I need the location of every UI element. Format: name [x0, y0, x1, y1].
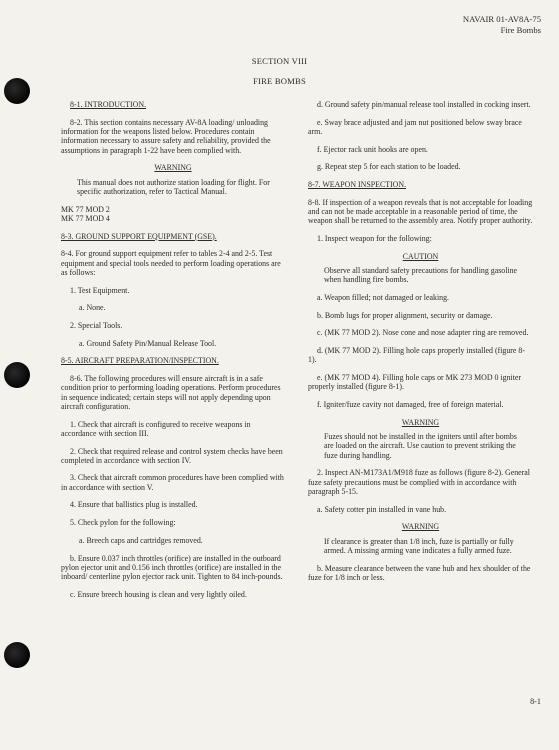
warning-text-2: Fuzes should not be installed in the igniters until after bombs are loaded on the aircraft. Use caution to prevent striking the fuze during handling.	[324, 432, 517, 460]
paragraph-8-4: 8-4. For ground support equipment refer to tables 2-4 and 2-5. Test equipment and special tools needed to perform loading operations are as follows:	[61, 249, 281, 277]
heading-weapon-inspection: 8-7. WEAPON INSPECTION.	[308, 180, 407, 190]
inspect-step-1f: f. Igniter/fuze cavity not damaged, free of foreign material.	[317, 400, 504, 410]
heading-gse: 8-3. GROUND SUPPORT EQUIPMENT (GSE).	[61, 231, 217, 241]
paragraph-8-8: 8-8. If inspection of a weapon reveals that is not acceptable for loading and can not be made acceptable in a reasonable period of time, the weapon shall be returned to the assembly area. Notify proper authority.	[308, 197, 533, 226]
page-header	[463, 14, 541, 35]
inspect-step-2b: b. Measure clearance between the vane hub and hex shoulder of the fuze for 1/8 inch or less.	[308, 563, 531, 582]
paragraph-8-6: 8-6. The following procedures will ensure aircraft is in a safe condition prior to performing loading operations. Perform procedures in sequence indicated; certain steps will not apply depending upon aircraft configuration.	[61, 373, 281, 411]
step-5b: b. Ensure 0.037 inch throttles (orifice) are installed in the outboard pylon ejector unit and 0.156 inch throttles (orifice) are installed in the inboard/ centerline pylon ejector rack unit. Tighten to 84 inch-pounds.	[61, 553, 283, 582]
inspect-step-1a: a. Weapon filled; not damaged or leaking.	[317, 292, 450, 302]
step-1: 1. Check that aircraft is configured to receive weapons in accordance with section III.	[61, 419, 251, 438]
heading-introduction: 8-1. INTRODUCTION.	[70, 100, 147, 109]
warning-title-3: WARNING	[401, 522, 440, 532]
weapon-mk77-mod2: MK 77 MOD 2	[61, 204, 110, 214]
inspect-step-1d: d. (MK 77 MOD 2). Filling hole caps properly installed (figure 8-1).	[308, 346, 525, 365]
heading-aircraft-prep: 8-5. AIRCRAFT PREPARATION/INSPECTION.	[61, 356, 219, 366]
step-4: 4. Ensure that ballistics plug is installed.	[70, 500, 198, 510]
warning-text-1: This manual does not authorize station loading for flight. For specific authorization, refer to Tactical Manual.	[77, 177, 270, 196]
step-5: 5. Check pylon for the following:	[70, 518, 176, 528]
left-column	[61, 100, 285, 608]
doc-number: NAVAIR 01-AV8A-75	[462, 14, 541, 24]
step-5e: e. Sway brace adjusted and jam nut positioned below sway brace arm.	[308, 117, 522, 136]
inspect-step-1b: b. Bomb lugs for proper alignment, security or damage.	[317, 310, 493, 320]
step-5d: d. Ground safety pin/manual release tool installed in cocking insert.	[317, 100, 531, 109]
step-5a: a. Breech caps and cartridges removed.	[79, 535, 203, 545]
section-title: FIRE BOMBS	[253, 76, 306, 86]
step-2: 2. Check that required release and control system checks have been completed in accordance with section IV.	[61, 446, 283, 465]
section-number: SECTION VIII	[251, 56, 308, 66]
step-5g: g. Repeat step 5 for each station to be loaded.	[317, 162, 461, 172]
step-3: 3. Check that aircraft common procedures have been complied with in accordance with section V.	[61, 473, 284, 492]
caution-text: Observe all standard safety precautions for handling gasoline when handling fire bombs.	[324, 266, 518, 285]
step-5c: c. Ensure breech housing is clean and very lightly oiled.	[70, 589, 247, 599]
warning-text-3: If clearance is greater than 1/8 inch, fuze is partially or fully armed. A missing arming vane indicates a fully armed fuze.	[324, 536, 514, 555]
doc-subject: Fire Bombs	[500, 24, 541, 35]
page-number: 8-1	[530, 697, 541, 706]
inspect-step-1: 1. Inspect weapon for the following:	[317, 234, 432, 244]
list-item-release-tool: a. Ground Safety Pin/Manual Release Tool.	[79, 338, 217, 348]
warning-title-2: WARNING	[401, 417, 440, 427]
warning-title-1: WARNING	[154, 163, 192, 173]
list-item-special-tools: 2. Special Tools.	[70, 320, 123, 330]
inspect-step-2: 2. Inspect AN-M173A1/M918 fuze as follows (figure 8-2). General fuze safety precautions must be complied with in accordance with paragraph 5-15.	[308, 468, 530, 496]
step-5f: f. Ejector rack unit hooks are open.	[317, 144, 428, 154]
weapon-mk77-mod4: MK 77 MOD 4	[61, 213, 110, 223]
list-item-test-equipment: 1. Test Equipment.	[70, 285, 130, 295]
inspect-step-1e: e. (MK 77 MOD 4). Filling hole caps or MK 273 MOD 0 igniter properly installed (figure 8-1).	[308, 373, 522, 392]
right-column	[308, 100, 533, 591]
inspect-step-2a: a. Safety cotter pin installed in vane hub.	[317, 504, 447, 514]
paragraph-8-2: 8-2. This section contains necessary AV-8A loading/ unloading information for the weapons listed below. Procedures contain information necessary to assure safety and reliability, provided the assumptions in paragraph 1-22 have been complied with.	[61, 117, 271, 155]
caution-title: CAUTION	[402, 251, 439, 261]
list-item-none: a. None.	[79, 303, 106, 313]
inspect-step-1c: c. (MK 77 MOD 2). Nose cone and nose adapter ring are removed.	[317, 328, 529, 338]
binder-hole-bottom	[4, 642, 30, 668]
binder-hole-middle	[4, 362, 30, 388]
